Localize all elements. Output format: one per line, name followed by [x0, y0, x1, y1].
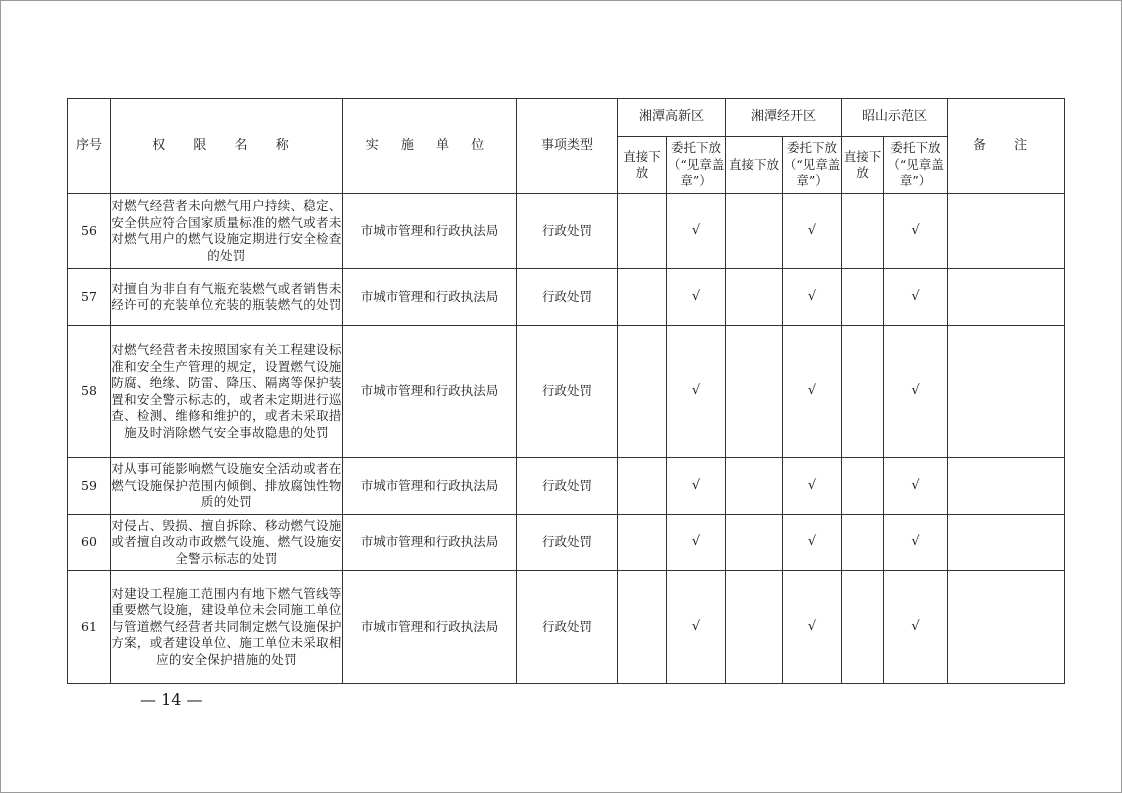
- header-region-gaoxin: 湘潭高新区: [618, 99, 726, 137]
- row-unit: 市城市管理和行政执法局: [343, 326, 517, 458]
- row-unit: 市城市管理和行政执法局: [343, 515, 517, 571]
- check-mark: √: [783, 194, 842, 269]
- table-row: [68, 194, 1065, 269]
- row-seq: 60: [68, 515, 111, 571]
- direct-cell: [726, 515, 783, 571]
- check-mark: √: [783, 458, 842, 515]
- table-row: [68, 571, 1065, 684]
- check-mark: √: [884, 194, 948, 269]
- check-mark: √: [667, 326, 726, 458]
- note-cell: [948, 326, 1065, 458]
- direct-cell: [726, 571, 783, 684]
- row-type: 行政处罚: [517, 194, 618, 269]
- row-seq: 61: [68, 571, 111, 684]
- table-row: [68, 458, 1065, 515]
- header-region-zhaoshan: 昭山示范区: [842, 99, 948, 137]
- direct-cell: [726, 269, 783, 326]
- header-delegated: 委托下放（“见章盖章”）: [667, 137, 726, 194]
- row-type: 行政处罚: [517, 571, 618, 684]
- check-mark: √: [884, 571, 948, 684]
- direct-cell: [842, 194, 884, 269]
- row-unit: 市城市管理和行政执法局: [343, 458, 517, 515]
- page-number: — 14 —: [140, 690, 203, 709]
- check-mark: √: [667, 458, 726, 515]
- authority-table: [67, 98, 1065, 684]
- check-mark: √: [884, 326, 948, 458]
- direct-cell: [618, 326, 667, 458]
- row-seq: 57: [68, 269, 111, 326]
- check-mark: √: [884, 458, 948, 515]
- table-row: [68, 515, 1065, 571]
- direct-cell: [618, 515, 667, 571]
- note-cell: [948, 515, 1065, 571]
- direct-cell: [842, 571, 884, 684]
- note-cell: [948, 571, 1065, 684]
- check-mark: √: [667, 515, 726, 571]
- direct-cell: [842, 269, 884, 326]
- check-mark: √: [667, 571, 726, 684]
- header-delegated: 委托下放（“见章盖章”）: [783, 137, 842, 194]
- header-direct: 直接下放: [618, 137, 667, 194]
- header-region-jingkai: 湘潭经开区: [726, 99, 842, 137]
- row-type: 行政处罚: [517, 269, 618, 326]
- row-seq: 56: [68, 194, 111, 269]
- header-direct: 直接下放: [726, 137, 783, 194]
- table-row: [68, 269, 1065, 326]
- row-unit: 市城市管理和行政执法局: [343, 571, 517, 684]
- table-row: [68, 326, 1065, 458]
- row-name: 对侵占、毁损、擅自拆除、移动燃气设施或者擅自改动市政燃气设施、燃气设施安全警示标志的处罚: [111, 515, 343, 571]
- note-cell: [948, 269, 1065, 326]
- check-mark: √: [884, 269, 948, 326]
- header-name: 权 限 名 称: [111, 99, 343, 194]
- direct-cell: [618, 571, 667, 684]
- note-cell: [948, 458, 1065, 515]
- check-mark: √: [884, 515, 948, 571]
- row-seq: 59: [68, 458, 111, 515]
- row-type: 行政处罚: [517, 458, 618, 515]
- check-mark: √: [667, 194, 726, 269]
- direct-cell: [842, 458, 884, 515]
- direct-cell: [842, 326, 884, 458]
- note-cell: [948, 194, 1065, 269]
- header-unit: 实 施 单 位: [343, 99, 517, 194]
- row-seq: 58: [68, 326, 111, 458]
- direct-cell: [842, 515, 884, 571]
- check-mark: √: [667, 269, 726, 326]
- direct-cell: [726, 458, 783, 515]
- row-type: 行政处罚: [517, 326, 618, 458]
- check-mark: √: [783, 269, 842, 326]
- header-note: 备 注: [948, 99, 1065, 194]
- row-unit: 市城市管理和行政执法局: [343, 194, 517, 269]
- header-delegated: 委托下放（“见章盖章”）: [884, 137, 948, 194]
- check-mark: √: [783, 571, 842, 684]
- row-name: 对从事可能影响燃气设施安全活动或者在燃气设施保护范围内倾倒、排放腐蚀性物质的处罚: [111, 458, 343, 515]
- row-name: 对擅自为非自有气瓶充装燃气或者销售未经许可的充装单位充装的瓶装燃气的处罚: [111, 269, 343, 326]
- header-direct: 直接下放: [842, 137, 884, 194]
- check-mark: √: [783, 515, 842, 571]
- row-type: 行政处罚: [517, 515, 618, 571]
- row-name: 对燃气经营者未按照国家有关工程建设标准和安全生产管理的规定，设置燃气设施防腐、绝缘、防雷、降压、隔离等保护装置和安全警示标志的，或者未定期进行巡查、检测、维修和维护的，或者未采取措施及时消除燃气安全事故隐患的处罚: [111, 326, 343, 458]
- check-mark: √: [783, 326, 842, 458]
- direct-cell: [726, 326, 783, 458]
- row-unit: 市城市管理和行政执法局: [343, 269, 517, 326]
- direct-cell: [618, 269, 667, 326]
- direct-cell: [618, 194, 667, 269]
- row-name: 对燃气经营者未向燃气用户持续、稳定、安全供应符合国家质量标准的燃气或者未对燃气用户的燃气设施定期进行安全检查的处罚: [111, 194, 343, 269]
- direct-cell: [618, 458, 667, 515]
- header-seq: 序号: [68, 99, 111, 194]
- header-type: 事项类型: [517, 99, 618, 194]
- direct-cell: [726, 194, 783, 269]
- row-name: 对建设工程施工范围内有地下燃气管线等重要燃气设施，建设单位未会同施工单位与管道燃气经营者共同制定燃气设施保护方案，或者建设单位、施工单位未采取相应的安全保护措施的处罚: [111, 571, 343, 684]
